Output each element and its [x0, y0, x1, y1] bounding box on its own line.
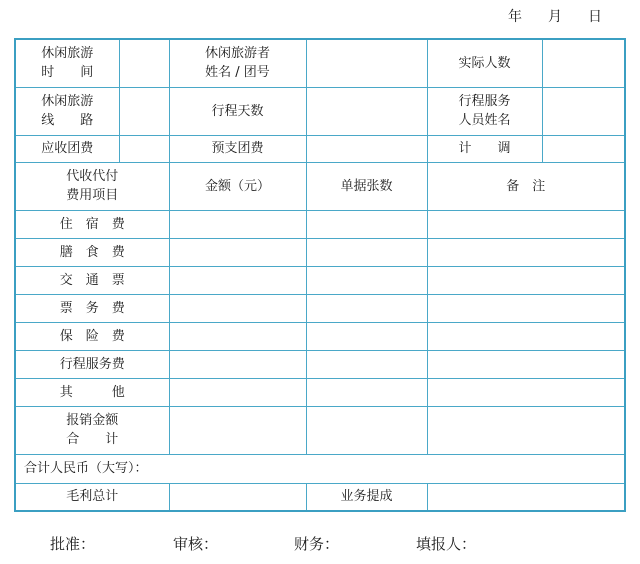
item-label: 保 险 费 [15, 322, 169, 350]
label-fee-receivable: 应收团费 [15, 135, 119, 162]
amount-cell[interactable] [169, 350, 306, 378]
notes-cell[interactable] [427, 406, 625, 454]
label-total-rmb[interactable]: 合计人民币（大写）： [15, 454, 625, 483]
label-reimburse-total: 报销金额 合 计 [15, 406, 169, 454]
month-label: 月 [548, 9, 562, 25]
notes-cell[interactable] [427, 210, 625, 238]
receipts-cell[interactable] [306, 210, 427, 238]
gross-profit-field[interactable] [169, 483, 306, 511]
travel-time-field[interactable] [119, 39, 169, 87]
notes-cell[interactable] [427, 294, 625, 322]
amount-cell[interactable] [169, 406, 306, 454]
item-label: 膳 食 费 [15, 238, 169, 266]
header-amount: 金额（元） [169, 162, 306, 210]
filler-label: 填报人： [416, 535, 477, 553]
amount-cell[interactable] [169, 378, 306, 406]
item-label: 票 务 费 [15, 294, 169, 322]
date-line [508, 6, 602, 26]
header-item: 代收代付 费用项目 [15, 162, 169, 210]
table-row [15, 39, 625, 87]
finance-label: 财务： [294, 535, 340, 553]
table-row [15, 406, 625, 454]
notes-cell[interactable] [427, 266, 625, 294]
amount-cell[interactable] [169, 238, 306, 266]
label-plan: 计 调 [427, 135, 542, 162]
review-label: 审核： [173, 535, 219, 553]
label-route: 休闲旅游 线 路 [15, 87, 119, 135]
label-traveler-name: 休闲旅游者 姓名 / 团号 [169, 39, 306, 87]
table-row [15, 266, 625, 294]
item-label: 行程服务费 [15, 350, 169, 378]
header-receipts: 单据张数 [306, 162, 427, 210]
amount-cell[interactable] [169, 322, 306, 350]
prepaid-fee-field[interactable] [306, 135, 427, 162]
approve-label: 批准： [50, 535, 96, 553]
trip-days-field[interactable] [306, 87, 427, 135]
table-row [15, 322, 625, 350]
table-header-row [15, 162, 625, 210]
table-row [15, 350, 625, 378]
fee-receivable-field[interactable] [119, 135, 169, 162]
label-trip-days: 行程天数 [169, 87, 306, 135]
actual-count-field[interactable] [542, 39, 625, 87]
label-service-staff: 行程服务 人员姓名 [427, 87, 542, 135]
amount-cell[interactable] [169, 210, 306, 238]
service-staff-field[interactable] [542, 87, 625, 135]
table-row [15, 238, 625, 266]
route-field[interactable] [119, 87, 169, 135]
table-row [15, 378, 625, 406]
receipts-cell[interactable] [306, 406, 427, 454]
commission-field[interactable] [427, 483, 625, 511]
notes-cell[interactable] [427, 322, 625, 350]
traveler-name-field[interactable] [306, 39, 427, 87]
table-row [15, 135, 625, 162]
receipts-cell[interactable] [306, 238, 427, 266]
receipts-cell[interactable] [306, 378, 427, 406]
table-row [15, 210, 625, 238]
notes-cell[interactable] [427, 378, 625, 406]
label-travel-time: 休闲旅游 时 间 [15, 39, 119, 87]
item-label: 其 他 [15, 378, 169, 406]
receipts-cell[interactable] [306, 350, 427, 378]
expense-form-table [14, 38, 626, 512]
day-label: 日 [588, 9, 602, 25]
label-actual-count: 实际人数 [427, 39, 542, 87]
table-row [15, 454, 625, 483]
receipts-cell[interactable] [306, 294, 427, 322]
table-row [15, 87, 625, 135]
amount-cell[interactable] [169, 266, 306, 294]
table-row [15, 483, 625, 511]
table-row [15, 294, 625, 322]
label-gross-profit: 毛利总计 [15, 483, 169, 511]
item-label: 住 宿 费 [15, 210, 169, 238]
header-notes: 备 注 [427, 162, 625, 210]
plan-field[interactable] [542, 135, 625, 162]
amount-cell[interactable] [169, 294, 306, 322]
notes-cell[interactable] [427, 350, 625, 378]
year-label: 年 [508, 9, 522, 25]
notes-cell[interactable] [427, 238, 625, 266]
label-prepaid-fee: 预支团费 [169, 135, 306, 162]
label-commission: 业务提成 [306, 483, 427, 511]
receipts-cell[interactable] [306, 322, 427, 350]
receipts-cell[interactable] [306, 266, 427, 294]
item-label: 交 通 票 [15, 266, 169, 294]
